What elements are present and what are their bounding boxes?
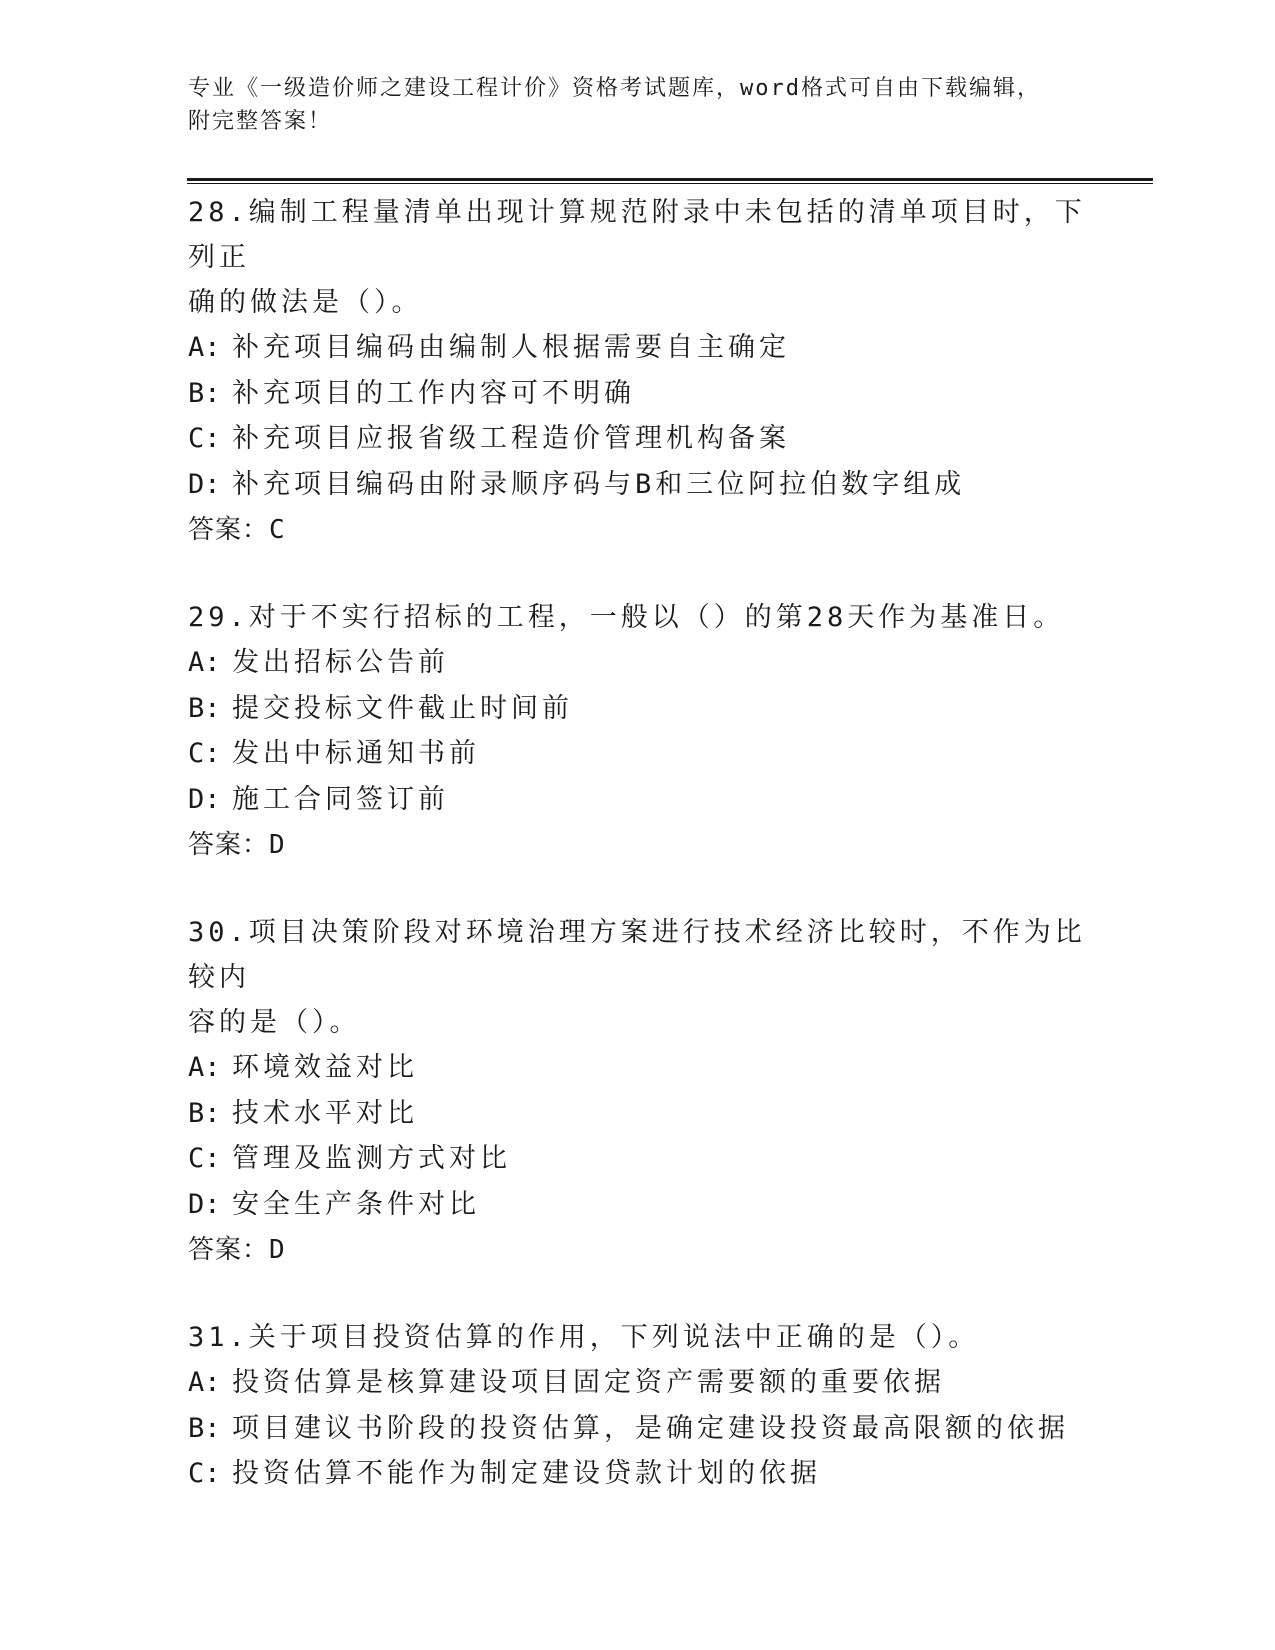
question-stem-line-2: 确的做法是（）。	[188, 287, 423, 318]
option-text: 管理及监测方式对比	[232, 1143, 511, 1174]
option-c	[188, 416, 1088, 462]
option-letter: D:	[188, 468, 221, 500]
question-stem	[188, 1315, 1088, 1360]
option-letter: C:	[188, 1458, 221, 1489]
option-letter: A:	[188, 332, 221, 363]
option-letter: C:	[188, 738, 221, 769]
option-letter: A:	[188, 1052, 221, 1083]
option-text: 提交投标文件截止时间前	[232, 692, 573, 724]
header-line-2: 附完整答案！	[188, 109, 333, 134]
question-stem-line-1: 29.对于不实行招标的工程，一般以（）的第28天作为基准日。	[188, 602, 1065, 633]
option-text: 技术水平对比	[232, 1097, 418, 1129]
option-letter: C:	[188, 1143, 221, 1174]
option-a	[188, 325, 1088, 371]
spacer	[188, 1295, 1088, 1315]
header-divider-thick	[187, 178, 1153, 181]
option-a	[188, 1045, 1088, 1091]
option-letter: B:	[188, 692, 221, 724]
option-c	[188, 1451, 1088, 1497]
option-letter: A:	[188, 647, 221, 678]
option-text: 发出中标通知书前	[232, 738, 480, 769]
option-d	[188, 462, 1088, 508]
header-line-1: 专业《一级造价师之建设工程计价》资格考试题库，word格式可自由下载编辑，	[188, 76, 1041, 101]
option-text: 补充项目编码由编制人根据需要自主确定	[232, 332, 790, 363]
option-letter: C:	[188, 423, 221, 454]
question-list	[188, 190, 1088, 1519]
answer-line	[188, 1227, 1088, 1273]
answer-line	[188, 507, 1088, 553]
option-letter: B:	[188, 377, 221, 409]
document-header	[188, 72, 1108, 138]
option-text: 安全生产条件对比	[232, 1188, 480, 1220]
spacer	[188, 575, 1088, 595]
answer-value: C	[269, 515, 286, 545]
question-stem	[188, 190, 1088, 325]
option-letter: D:	[188, 1188, 221, 1220]
option-text: 投资估算不能作为制定建设贷款计划的依据	[232, 1458, 821, 1489]
option-text: 施工合同签订前	[232, 783, 449, 815]
option-text: 补充项目应报省级工程造价管理机构备案	[232, 423, 790, 454]
answer-value: D	[269, 1235, 286, 1265]
option-b	[188, 686, 1088, 732]
option-letter: A:	[188, 1367, 221, 1398]
option-text: 发出招标公告前	[232, 647, 449, 678]
option-b	[188, 1091, 1088, 1137]
option-text: 环境效益对比	[232, 1052, 418, 1083]
option-text: 补充项目的工作内容可不明确	[232, 377, 635, 409]
question-stem-line-2: 容的是（）。	[188, 1007, 361, 1038]
spacer	[188, 890, 1088, 910]
option-d	[188, 777, 1088, 823]
option-letter: B:	[188, 1097, 221, 1129]
option-a	[188, 640, 1088, 686]
option-c	[188, 1136, 1088, 1182]
answer-label: 答案：	[188, 515, 270, 545]
answer-label: 答案：	[188, 830, 270, 860]
question-stem-line-1: 28.编制工程量清单出现计算规范附录中未包括的清单项目时，下列正	[188, 197, 1086, 273]
question-stem-line-1: 30.项目决策阶段对环境治理方案进行技术经济比较时，不作为比较内	[188, 917, 1086, 993]
answer-value: D	[269, 830, 286, 860]
answer-line	[188, 822, 1088, 868]
option-a	[188, 1360, 1088, 1406]
question-stem	[188, 910, 1088, 1045]
answer-label: 答案：	[188, 1235, 270, 1265]
question-31	[188, 1315, 1088, 1497]
option-letter: B:	[188, 1412, 221, 1444]
option-text: 补充项目编码由附录顺序码与B和三位阿拉伯数字组成	[232, 468, 966, 500]
question-stem-line-1: 31.关于项目投资估算的作用，下列说法中正确的是（）。	[188, 1322, 980, 1353]
option-d	[188, 1182, 1088, 1228]
question-30	[188, 910, 1088, 1273]
question-stem	[188, 595, 1088, 640]
question-28	[188, 190, 1088, 553]
question-29	[188, 595, 1088, 868]
option-c	[188, 731, 1088, 777]
option-b	[188, 1406, 1088, 1452]
option-letter: D:	[188, 783, 221, 815]
option-text: 项目建议书阶段的投资估算，是确定建设投资最高限额的依据	[232, 1412, 1069, 1444]
option-text: 投资估算是核算建设项目固定资产需要额的重要依据	[232, 1367, 945, 1398]
header-divider-thin	[187, 183, 1153, 184]
option-b	[188, 371, 1088, 417]
